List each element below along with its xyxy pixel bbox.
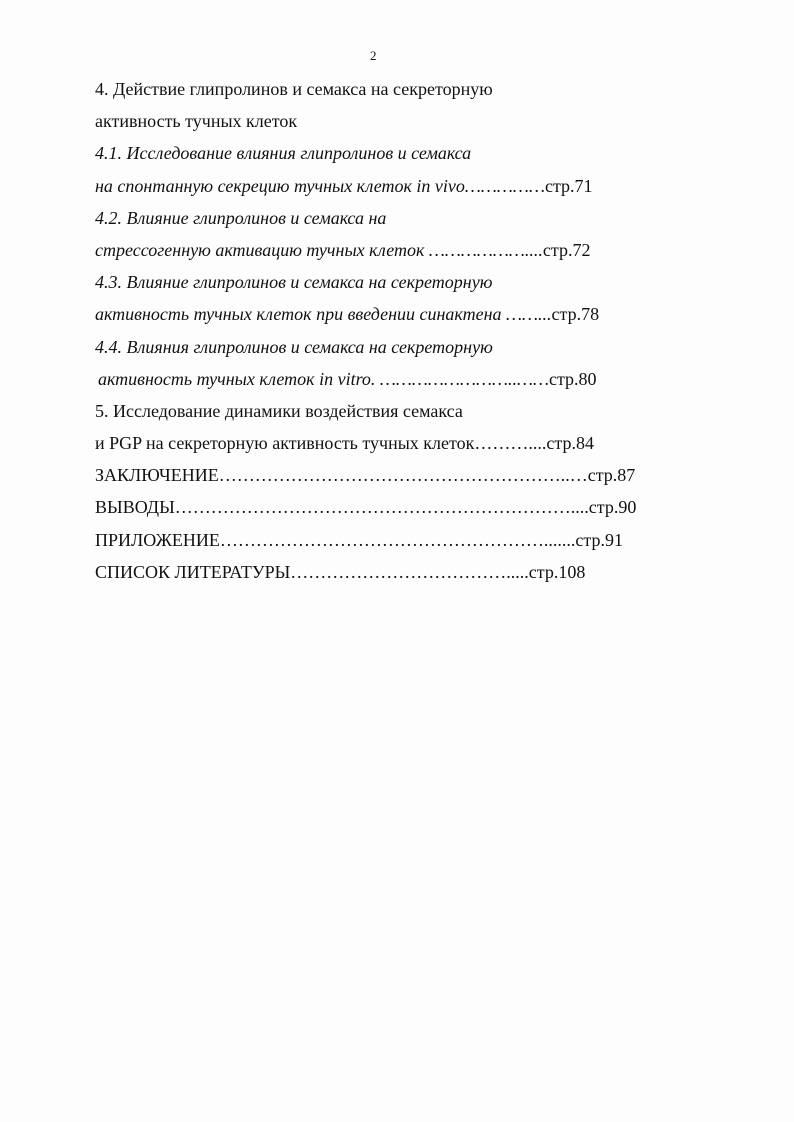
- toc-entry-text: активность тучных клеток in vitro.: [98, 368, 376, 389]
- toc-page-ref: стр.71: [544, 175, 593, 196]
- toc-leader: ……………………………….....: [290, 561, 529, 582]
- toc-page-ref: стр.84: [546, 433, 594, 454]
- toc-leader: ……...: [501, 304, 552, 325]
- toc-page-ref: стр.108: [528, 561, 586, 582]
- toc-leader: ………………....: [424, 239, 543, 260]
- table-of-contents: [95, 76, 635, 591]
- toc-entry-text: СПИСОК ЛИТЕРАТУРЫ: [95, 561, 291, 582]
- toc-leader: ………....: [474, 433, 547, 454]
- toc-line-10: [95, 366, 635, 398]
- toc-leader: ……………: [464, 175, 545, 196]
- toc-line-16: [95, 559, 635, 591]
- toc-entry-text: 4.4. Влияния глипролинов и семакса на секреторную: [95, 336, 493, 357]
- toc-leader: ……………………………………………….......: [219, 529, 576, 550]
- toc-line-6: [95, 237, 635, 269]
- toc-line-4: [95, 173, 635, 205]
- toc-line-11: [95, 398, 635, 430]
- toc-page-ref: стр.78: [551, 304, 600, 325]
- toc-line-12: [95, 430, 635, 462]
- toc-entry-text: активность тучных клеток: [95, 111, 298, 132]
- toc-entry-text: 4.1. Исследование влияния глипролинов и семакса: [95, 143, 472, 164]
- toc-leader: ……………………..……: [375, 368, 549, 389]
- toc-entry-text: ПРИЛОЖЕНИЕ: [95, 529, 220, 550]
- toc-page-ref: стр.91: [575, 529, 623, 550]
- toc-entry-text: на спонтанную секрецию тучных клеток in vivo: [95, 175, 465, 196]
- toc-entry-text: и PGP на секреторную активность тучных клеток: [95, 433, 475, 454]
- toc-line-7: [95, 269, 635, 301]
- toc-page-ref: стр.87: [587, 465, 636, 486]
- toc-line-9: [95, 334, 635, 366]
- toc-leader: …………………………………………………………....: [174, 497, 589, 518]
- toc-line-8: [95, 301, 635, 333]
- toc-line-1: [95, 76, 635, 108]
- toc-entry-text: 4. Действие глипролинов и семакса на секреторную: [95, 79, 493, 99]
- toc-page-ref: стр.90: [588, 497, 637, 518]
- toc-entry-text: 4.3. Влияние глипролинов и семакса на секреторную: [95, 272, 493, 293]
- toc-line-3: [95, 140, 635, 172]
- toc-entry-text: 5. Исследование динамики воздействия семакса: [95, 400, 463, 421]
- toc-entry-text: активность тучных клеток при введении синактена: [95, 304, 502, 325]
- toc-entry-text: стрессогенную активацию тучных клеток: [95, 239, 425, 260]
- toc-line-13: [95, 462, 635, 494]
- toc-page-ref: стр.72: [542, 239, 591, 260]
- toc-entry-text: ЗАКЛЮЧЕНИЕ: [95, 465, 219, 486]
- toc-entry-text: ВЫВОДЫ: [95, 497, 175, 518]
- toc-line-14: [95, 494, 635, 526]
- toc-leader: …………………………………………………..…: [218, 465, 588, 486]
- toc-page-ref: стр.80: [548, 368, 597, 389]
- page-number: 2: [370, 48, 377, 63]
- toc-line-2: [95, 108, 635, 140]
- toc-line-5: [95, 205, 635, 237]
- toc-line-15: [95, 527, 635, 559]
- toc-entry-text: 4.2. Влияние глипролинов и семакса на: [95, 207, 387, 228]
